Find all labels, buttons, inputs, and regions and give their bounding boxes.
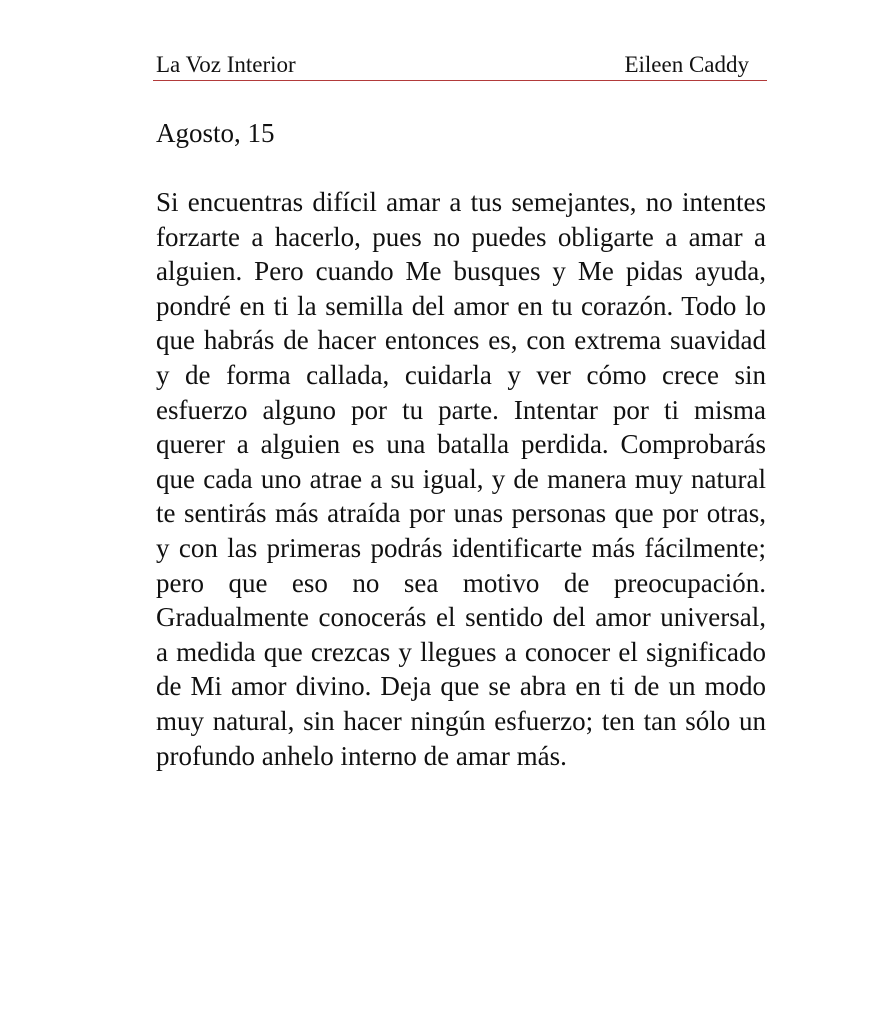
author-name: Eileen Caddy: [624, 52, 749, 77]
running-header: [153, 50, 767, 81]
entry-date: Agosto, 15: [156, 118, 275, 148]
book-page: [153, 0, 767, 1024]
entry-body: Si encuentras difícil amar a tus semejantes, no intentes forzarte a hacerlo, pues no puedes obligarte a amar a alguien. Pero cuando Me busques y Me pidas ayuda, pondré en ti la semilla del amor en tu corazón. Todo lo que habrás de hacer entonces es, con extrema suavidad y de forma callada, cuidarla y ver cómo crece sin esfuerzo alguno por tu parte. Intentar por ti misma querer a alguien es una batalla perdida. Comprobarás que cada uno atrae a su igual, y de manera muy natural te sentirás más atraída por unas personas que por otras, y con las primeras podrás identificarte más fácilmente; pero que eso no sea motivo de preocupación. Gradualmente conocerás el sentido del amor universal, a medida que crezcas y llegues a conocer el significado de Mi amor divino. Deja que se abra en ti de un modo muy natural, sin hacer ningún esfuerzo; ten tan sólo un profundo anhelo interno de amar más.: [156, 187, 766, 771]
book-title: La Voz Interior: [156, 52, 296, 77]
